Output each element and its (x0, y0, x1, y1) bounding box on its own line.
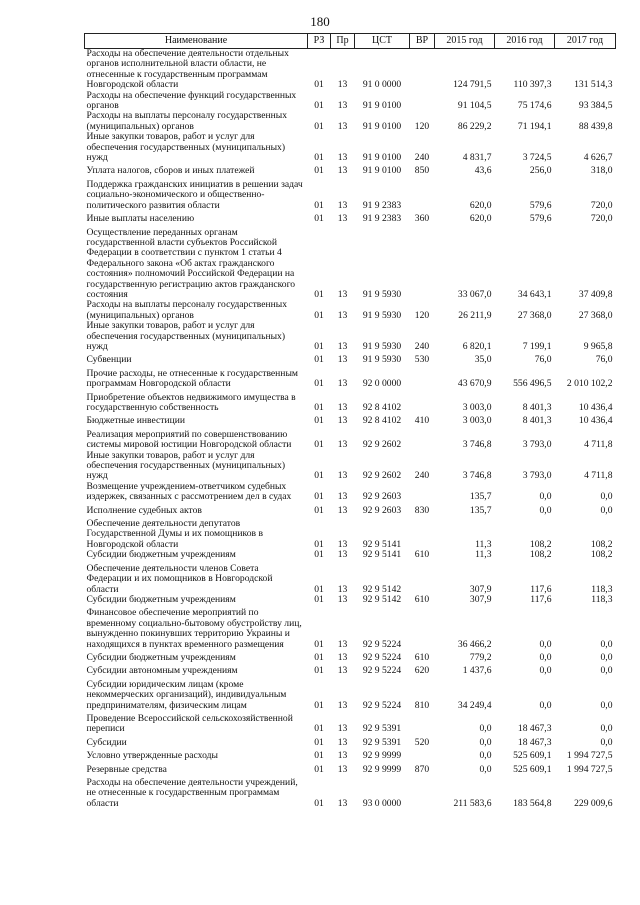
cell-y2017: 131 514,3 (574, 79, 613, 91)
cell-y2015: 3 003,0 (462, 415, 492, 427)
cell-cst: 92 8 4102 (362, 402, 402, 413)
cell-rz: 01 (314, 152, 324, 164)
cell-y2016: 0,0 (539, 699, 552, 711)
cell-y2017: 108,2 (590, 549, 613, 561)
cell-y2017: 229 009,6 (574, 797, 613, 809)
cell-pr: 13 (337, 152, 348, 164)
cell-y2016: 0,0 (539, 651, 552, 663)
header-rz: РЗ (308, 34, 331, 49)
cell-rz: 01 (314, 491, 324, 503)
cell-y2017: 0,0 (600, 638, 613, 650)
cell-y2016: 556 496,5 (513, 378, 552, 390)
cell-rz: 01 (314, 165, 324, 177)
cell-pr: 13 (337, 165, 348, 177)
cell-pr: 13 (337, 79, 348, 91)
table-row (85, 451, 616, 482)
cell-y2015: 620,0 (469, 199, 492, 211)
cell-y2015: 0,0 (479, 736, 492, 748)
cell-y2016: 579,6 (529, 199, 552, 211)
cell-y2017: 4 711,8 (584, 439, 613, 451)
cell-y2017: 10 436,4 (578, 402, 613, 413)
table-row (85, 132, 616, 163)
cell-pr: 13 (337, 583, 348, 595)
cell-rz: 01 (314, 470, 324, 482)
cell-y2015: 135,7 (469, 491, 492, 503)
cell-y2017: 0,0 (600, 504, 613, 516)
cell-y2016: 108,2 (529, 549, 552, 561)
cell-vr (410, 516, 435, 550)
table-row (85, 366, 616, 390)
cell-vr (410, 775, 435, 809)
cell-y2017: 93 384,5 (578, 100, 613, 112)
cell-vr (410, 482, 435, 503)
cell-pr: 13 (337, 651, 348, 663)
cell-y2017: 0,0 (600, 491, 613, 503)
cell-cst: 92 9 2602 (362, 470, 402, 482)
cell-y2016: 117,6 (530, 593, 552, 605)
cell-cst: 92 9 5224 (362, 699, 402, 711)
cell-cst: 92 9 5142 (362, 583, 402, 595)
cell-cst: 91 9 5930 (362, 288, 402, 300)
cell-name: Расходы на обеспечение функций государственных органов (86, 89, 297, 112)
table-row (85, 177, 616, 211)
cell-vr (410, 225, 435, 301)
cell-pr: 13 (337, 723, 348, 735)
cell-pr: 13 (337, 309, 348, 321)
cell-rz: 01 (314, 750, 324, 762)
cell-cst: 92 9 5142 (362, 593, 402, 605)
cell-y2016: 0,0 (539, 504, 552, 516)
cell-vr (410, 561, 435, 595)
cell-y2017: 76,0 (595, 354, 613, 366)
cell-rz: 01 (314, 763, 324, 775)
header-vr: ВР (410, 34, 435, 49)
cell-vr: 410 (414, 415, 430, 427)
table-row (85, 211, 616, 224)
cell-y2017: 2 010 102,2 (566, 378, 613, 390)
cell-vr: 870 (414, 763, 430, 775)
cell-pr: 13 (337, 378, 348, 390)
cell-cst: 91 0 0000 (362, 79, 402, 91)
cell-y2016: 18 467,3 (517, 736, 552, 748)
cell-cst: 91 9 2383 (362, 199, 402, 211)
cell-rz: 01 (314, 213, 324, 225)
cell-y2017: 1 994 727,5 (566, 763, 613, 775)
cell-rz: 01 (314, 288, 324, 300)
table-row (85, 735, 616, 748)
cell-pr: 13 (337, 750, 348, 762)
cell-name: Условно утвержденные расходы (86, 750, 218, 762)
header-2015: 2015 год (435, 34, 495, 49)
cell-rz: 01 (314, 378, 324, 390)
cell-name: Финансовое обеспечение мероприятий по временному социально-бытовому обустройству лиц, вынужденно покинувших территорию Украины и находящихся в пунктах временного размещения (86, 607, 302, 650)
cell-name: Исполнение судебных актов (86, 504, 202, 516)
cell-y2017: 720,0 (590, 199, 613, 211)
cell-cst: 92 9 5224 (362, 665, 402, 677)
cell-pr: 13 (337, 288, 348, 300)
cell-y2015: 3 746,8 (462, 470, 492, 482)
table-row (85, 748, 616, 761)
cell-cst: 92 8 4102 (362, 415, 402, 427)
cell-rz: 01 (314, 354, 324, 366)
cell-vr: 610 (414, 593, 430, 605)
cell-name: Иные закупки товаров, работ и услуг для обеспечения государственных (муниципальных) нужд (86, 131, 286, 164)
cell-y2017: 10 436,4 (578, 415, 613, 427)
cell-y2017: 118,3 (591, 583, 613, 595)
header-cst: ЦСТ (355, 34, 410, 49)
cell-rz: 01 (314, 665, 324, 677)
table-row (85, 111, 616, 132)
table-row (85, 677, 616, 711)
cell-y2015: 124 791,5 (453, 79, 492, 91)
cell-y2015: 3 003,0 (462, 402, 492, 413)
cell-y2015: 779,2 (469, 651, 492, 663)
cell-name: Иные выплаты населению (86, 213, 195, 225)
cell-rz: 01 (314, 402, 324, 413)
cell-y2015: 0,0 (479, 763, 492, 775)
cell-y2017: 318,0 (590, 165, 613, 177)
cell-rz: 01 (314, 549, 324, 561)
cell-name: Иные закупки товаров, работ и услуг для обеспечения государственных (муниципальных) нужд (86, 449, 286, 482)
cell-vr: 610 (414, 549, 430, 561)
cell-pr: 13 (337, 699, 348, 711)
cell-y2015: 307,9 (469, 583, 492, 595)
cell-vr: 810 (414, 699, 430, 711)
cell-y2016: 108,2 (529, 538, 552, 550)
cell-y2017: 88 439,8 (578, 120, 613, 132)
cell-rz: 01 (314, 439, 324, 451)
cell-y2015: 34 249,4 (457, 699, 492, 711)
cell-y2016: 117,6 (530, 583, 552, 595)
cell-rz: 01 (314, 638, 324, 650)
cell-rz: 01 (314, 340, 324, 352)
table-row (85, 650, 616, 663)
cell-y2016: 71 194,1 (517, 120, 552, 132)
header-name: Наименование (85, 34, 308, 49)
cell-name: Обеспечение деятельности членов Совета Федерации и их помощников в Новгородской области (86, 562, 273, 595)
cell-cst: 91 9 5930 (362, 309, 402, 321)
cell-y2016: 256,0 (529, 165, 552, 177)
cell-y2016: 34 643,1 (517, 288, 552, 300)
cell-name: Расходы на обеспечение деятельности учреждений, не отнесенные к государственным программам области (86, 777, 298, 809)
cell-rz: 01 (314, 593, 324, 605)
cell-cst: 92 9 5391 (362, 736, 402, 748)
cell-y2016: 110 397,3 (513, 79, 552, 91)
cell-rz: 01 (314, 723, 324, 735)
cell-cst: 92 9 2602 (362, 439, 402, 451)
cell-y2017: 4 626,7 (583, 152, 613, 164)
cell-pr: 13 (337, 120, 348, 132)
cell-name: Реализация мероприятий по совершенствованию системы мировой юстиции Новгородской области (86, 428, 292, 451)
table-row (85, 49, 616, 91)
cell-vr (410, 49, 435, 91)
cell-y2015: 43,6 (474, 165, 492, 177)
cell-y2017: 0,0 (600, 736, 613, 748)
table-body (85, 49, 616, 810)
table-row (85, 300, 616, 321)
cell-vr (410, 427, 435, 451)
cell-cst: 91 9 0100 (362, 165, 402, 177)
cell-vr (410, 711, 435, 735)
cell-pr: 13 (337, 736, 348, 748)
cell-y2015: 307,9 (469, 593, 492, 605)
table-row (85, 352, 616, 365)
cell-vr: 850 (414, 165, 430, 177)
cell-y2016: 525 609,1 (513, 750, 552, 762)
cell-y2016: 8 401,3 (522, 415, 552, 427)
cell-y2015: 33 067,0 (457, 288, 492, 300)
cell-vr (410, 390, 435, 414)
cell-y2017: 37 409,8 (578, 288, 613, 300)
cell-rz: 01 (314, 79, 324, 91)
cell-name: Субсидии (86, 736, 127, 748)
cell-cst: 92 9 2603 (362, 504, 402, 516)
cell-vr: 610 (414, 651, 430, 663)
cell-cst: 92 9 5141 (362, 538, 402, 550)
cell-rz: 01 (314, 538, 324, 550)
cell-name: Субвенции (86, 354, 132, 366)
cell-y2015: 0,0 (479, 723, 492, 735)
table-row (85, 663, 616, 676)
table-row (85, 427, 616, 451)
cell-rz: 01 (314, 415, 324, 427)
cell-y2016: 7 199,1 (522, 340, 552, 352)
cell-y2016: 75 174,6 (517, 100, 552, 112)
cell-cst: 92 0 0000 (362, 378, 402, 390)
cell-y2017: 9 965,8 (583, 340, 613, 352)
cell-name: Осуществление переданных органам государственной власти субъектов Российской Федерации в соответствии с пунктом 1 статьи 4 Федерального закона «Об актах гражданского состояния» полномочий Российской Федерации на государственную регистрацию актов гражданского состояния (86, 226, 296, 300)
cell-y2015: 1 437,6 (462, 665, 492, 677)
cell-rz: 01 (314, 100, 324, 112)
cell-y2017: 27 368,0 (578, 309, 613, 321)
cell-pr: 13 (337, 470, 348, 482)
cell-y2015: 135,7 (469, 504, 492, 516)
table-row (85, 321, 616, 352)
cell-y2017: 0,0 (600, 651, 613, 663)
cell-vr: 120 (414, 309, 430, 321)
cell-pr: 13 (337, 354, 348, 366)
cell-cst: 91 9 5930 (362, 340, 402, 352)
cell-pr: 13 (337, 797, 348, 809)
cell-vr: 620 (414, 665, 430, 677)
cell-rz: 01 (314, 309, 324, 321)
cell-name: Резервные средства (86, 763, 167, 775)
cell-y2015: 211 583,6 (453, 797, 492, 809)
table-row (85, 482, 616, 503)
cell-y2016: 0,0 (539, 638, 552, 650)
cell-cst: 91 9 2383 (362, 213, 402, 225)
cell-y2016: 0,0 (539, 491, 552, 503)
cell-pr: 13 (337, 593, 348, 605)
cell-cst: 92 9 2603 (362, 491, 402, 503)
cell-vr (410, 366, 435, 390)
header-2017: 2017 год (555, 34, 616, 49)
cell-name: Субсидии юридическим лицам (кроме некоммерческих организаций), индивидуальным предпринимателям, физическим лицам (86, 678, 287, 711)
cell-pr: 13 (337, 439, 348, 451)
cell-rz: 01 (314, 651, 324, 663)
cell-y2016: 76,0 (534, 354, 552, 366)
cell-vr: 240 (414, 470, 430, 482)
table-row (85, 225, 616, 301)
cell-vr: 120 (414, 120, 430, 132)
cell-name: Субсидии бюджетным учреждениям (86, 651, 236, 663)
cell-vr: 520 (414, 736, 430, 748)
table-row (85, 775, 616, 809)
page-number: 180 (310, 14, 330, 29)
cell-name: Поддержка гражданских инициатив в решении задач социально-экономического и общественно-политического развития области (86, 178, 303, 211)
cell-cst: 91 9 0100 (362, 120, 402, 132)
cell-pr: 13 (337, 538, 348, 550)
cell-pr: 13 (337, 638, 348, 650)
cell-cst: 91 9 0100 (362, 152, 402, 164)
table-row (85, 605, 616, 650)
table-row (85, 413, 616, 426)
cell-y2015: 43 670,9 (457, 378, 492, 390)
cell-y2017: 1 994 727,5 (566, 750, 613, 762)
table-row (85, 595, 616, 605)
cell-y2016: 3 793,0 (522, 470, 552, 482)
cell-rz: 01 (314, 797, 324, 809)
cell-rz: 01 (314, 120, 324, 132)
cell-pr: 13 (337, 100, 348, 112)
cell-pr: 13 (337, 213, 348, 225)
cell-cst: 93 0 0000 (362, 797, 402, 809)
cell-vr (410, 748, 435, 761)
cell-name: Расходы на выплаты персоналу государственных (муниципальных) органов (86, 110, 288, 132)
cell-y2015: 35,0 (474, 354, 492, 366)
cell-cst: 92 9 5224 (362, 638, 402, 650)
cell-pr: 13 (337, 491, 348, 503)
cell-cst: 92 9 9999 (362, 750, 402, 762)
table-header-row (85, 34, 616, 49)
cell-pr: 13 (337, 340, 348, 352)
cell-name: Возмещение учреждением-ответчиком судебных издержек, связанных с рассмотрением дел в судах (86, 480, 292, 503)
cell-pr: 13 (337, 504, 348, 516)
cell-pr: 13 (337, 763, 348, 775)
cell-y2017: 720,0 (590, 213, 613, 225)
cell-y2015: 0,0 (479, 750, 492, 762)
cell-rz: 01 (314, 736, 324, 748)
cell-cst: 92 9 5141 (362, 549, 402, 561)
cell-rz: 01 (314, 583, 324, 595)
cell-name: Обеспечение деятельности депутатов Государственной Думы и их помощников в Новгородской области (86, 518, 263, 550)
cell-name: Иные закупки товаров, работ и услуг для обеспечения государственных (муниципальных) нужд (86, 320, 286, 352)
cell-name: Проведение Всероссийской сельскохозяйственной переписи (86, 712, 293, 735)
cell-y2015: 11,3 (475, 549, 492, 561)
cell-y2015: 36 466,2 (457, 638, 492, 650)
cell-rz: 01 (314, 199, 324, 211)
cell-y2016: 525 609,1 (513, 763, 552, 775)
cell-cst: 91 9 5930 (362, 354, 402, 366)
cell-vr: 240 (414, 340, 430, 352)
cell-vr (410, 177, 435, 211)
budget-table (84, 33, 616, 809)
cell-y2016: 0,0 (539, 665, 552, 677)
cell-y2016: 579,6 (529, 213, 552, 225)
cell-name: Субсидии бюджетным учреждениям (86, 593, 236, 605)
cell-name: Прочие расходы, не отнесенные к государственным программам Новгородской области (86, 367, 298, 390)
table-row (85, 711, 616, 735)
table-row (85, 91, 616, 112)
cell-y2016: 3 724,5 (522, 152, 552, 164)
header-2016: 2016 год (495, 34, 555, 49)
cell-y2017: 0,0 (600, 723, 613, 735)
cell-y2017: 4 711,8 (584, 470, 613, 482)
cell-y2015: 91 104,5 (457, 100, 492, 112)
table-row (85, 762, 616, 775)
cell-pr: 13 (337, 199, 348, 211)
cell-vr: 360 (414, 213, 430, 225)
cell-cst: 92 9 5224 (362, 651, 402, 663)
table-row (85, 561, 616, 595)
cell-y2017: 118,3 (591, 593, 613, 605)
cell-vr: 830 (414, 504, 430, 516)
header-pr: Пр (331, 34, 355, 49)
cell-vr: 530 (414, 354, 430, 366)
cell-rz: 01 (314, 699, 324, 711)
table-row (85, 163, 616, 176)
cell-y2016: 27 368,0 (517, 309, 552, 321)
cell-vr: 240 (414, 152, 430, 164)
table-row (85, 516, 616, 550)
cell-name: Субсидии автономным учреждениям (86, 665, 238, 677)
cell-pr: 13 (337, 665, 348, 677)
cell-y2017: 0,0 (600, 665, 613, 677)
cell-name: Уплата налогов, сборов и иных платежей (86, 165, 255, 177)
cell-y2016: 8 401,3 (522, 402, 552, 413)
cell-vr (410, 605, 435, 650)
cell-y2016: 3 793,0 (522, 439, 552, 451)
cell-name: Приобретение объектов недвижимого имущества в государственную собственность (86, 391, 296, 413)
cell-y2015: 620,0 (469, 213, 492, 225)
cell-pr: 13 (337, 402, 348, 413)
cell-y2017: 108,2 (590, 538, 613, 550)
cell-y2015: 11,3 (475, 538, 492, 550)
cell-y2015: 6 820,1 (462, 340, 492, 352)
cell-pr: 13 (337, 415, 348, 427)
cell-cst: 92 9 9999 (362, 763, 402, 775)
cell-name: Расходы на обеспечение деятельности отдельных органов исполнительной власти области, не отнесенные к государственным программам Новгородской области (86, 48, 289, 91)
cell-y2015: 26 211,9 (458, 309, 492, 321)
cell-y2015: 3 746,8 (462, 439, 492, 451)
table-row (85, 390, 616, 414)
cell-y2015: 4 831,7 (462, 152, 492, 164)
cell-rz: 01 (314, 504, 324, 516)
cell-y2016: 183 564,8 (513, 797, 552, 809)
table-row (85, 550, 616, 560)
cell-cst: 92 9 5391 (362, 723, 402, 735)
cell-y2017: 0,0 (600, 699, 613, 711)
cell-cst: 91 9 0100 (362, 100, 402, 112)
cell-vr (410, 91, 435, 112)
cell-y2015: 86 229,2 (457, 120, 492, 132)
cell-name: Расходы на выплаты персоналу государственных (муниципальных) органов (86, 299, 288, 321)
cell-y2016: 18 467,3 (517, 723, 552, 735)
cell-name: Бюджетные инвестиции (86, 415, 185, 427)
table-row (85, 503, 616, 516)
cell-pr: 13 (337, 549, 348, 561)
cell-name: Субсидии бюджетным учреждениям (86, 549, 236, 561)
